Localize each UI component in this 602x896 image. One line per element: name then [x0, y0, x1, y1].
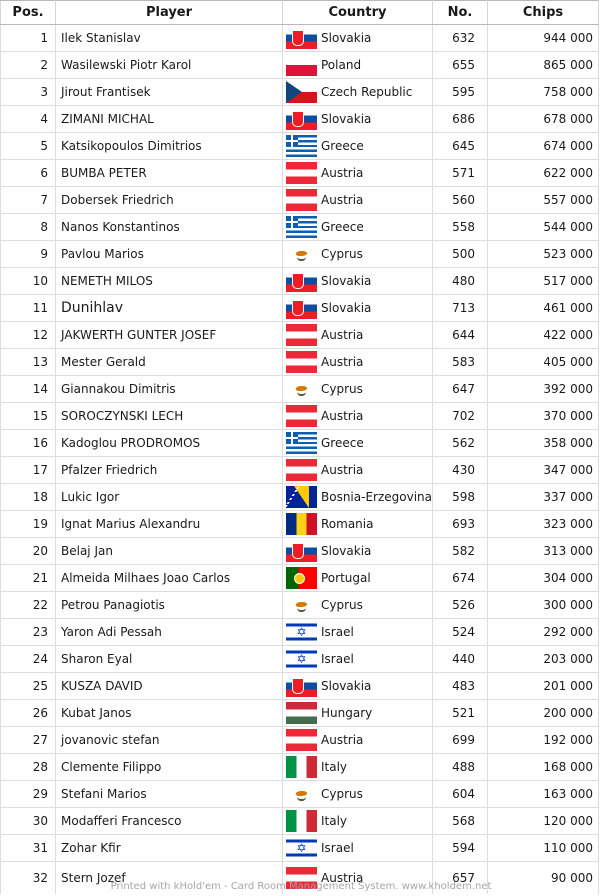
- country-name: Poland: [321, 58, 362, 72]
- flag-il-icon: [286, 837, 317, 859]
- country-cell: [283, 430, 433, 457]
- position-cell: 13: [1, 349, 56, 376]
- header-no: No.: [433, 1, 488, 25]
- player-number-cell: 562: [433, 430, 488, 457]
- player-number-cell: 558: [433, 214, 488, 241]
- chips-cell: 347 000: [488, 457, 599, 484]
- chips-cell: 110 000: [488, 835, 599, 862]
- table-row: [1, 322, 599, 349]
- chips-cell: 90 000: [488, 862, 599, 895]
- position-cell: 20: [1, 538, 56, 565]
- country-name: Czech Republic: [321, 85, 413, 99]
- country-name: Austria: [321, 328, 364, 342]
- chips-cell: 358 000: [488, 430, 599, 457]
- table-row: [1, 511, 599, 538]
- chips-cell: 422 000: [488, 322, 599, 349]
- table-row: [1, 538, 599, 565]
- player-name-cell: Mester Gerald: [56, 349, 283, 376]
- country-cell: [283, 673, 433, 700]
- flag-at-icon: [286, 351, 317, 373]
- chips-cell: 544 000: [488, 214, 599, 241]
- player-number-cell: 632: [433, 25, 488, 52]
- table-row: [1, 673, 599, 700]
- flag-sk-icon: [286, 297, 317, 319]
- flag-pl-icon: [286, 54, 317, 76]
- table-row: [1, 484, 599, 511]
- player-name-cell: Katsikopoulos Dimitrios: [56, 133, 283, 160]
- flag-gr-icon: [286, 135, 317, 157]
- position-cell: 5: [1, 133, 56, 160]
- position-cell: 8: [1, 214, 56, 241]
- player-name-cell: Ignat Marius Alexandru: [56, 511, 283, 538]
- flag-at-icon: [286, 405, 317, 427]
- table-row: [1, 295, 599, 322]
- chips-cell: 300 000: [488, 592, 599, 619]
- flag-gr-icon: [286, 216, 317, 238]
- position-cell: 29: [1, 781, 56, 808]
- position-cell: 30: [1, 808, 56, 835]
- position-cell: 26: [1, 700, 56, 727]
- flag-at-icon: [286, 729, 317, 751]
- country-cell: [283, 646, 433, 673]
- player-number-cell: 657: [433, 862, 488, 895]
- player-number-cell: 521: [433, 700, 488, 727]
- chips-cell: 392 000: [488, 376, 599, 403]
- country-name: Greece: [321, 139, 364, 153]
- position-cell: 21: [1, 565, 56, 592]
- chips-cell: 758 000: [488, 79, 599, 106]
- country-cell: [283, 376, 433, 403]
- country-cell: [283, 268, 433, 295]
- table-row: [1, 619, 599, 646]
- flag-at-icon: [286, 189, 317, 211]
- position-cell: 7: [1, 187, 56, 214]
- player-name-cell: BUMBA PETER: [56, 160, 283, 187]
- country-name: Slovakia: [321, 544, 372, 558]
- flag-cy-icon: [286, 378, 317, 400]
- flag-il-icon: [286, 648, 317, 670]
- chips-cell: 517 000: [488, 268, 599, 295]
- table-row: [1, 781, 599, 808]
- country-name: Israel: [321, 625, 354, 639]
- player-number-cell: 430: [433, 457, 488, 484]
- player-number-cell: 645: [433, 133, 488, 160]
- position-cell: 2: [1, 52, 56, 79]
- position-cell: 11: [1, 295, 56, 322]
- player-number-cell: 595: [433, 79, 488, 106]
- position-cell: 3: [1, 79, 56, 106]
- player-name-cell: Yaron Adi Pessah: [56, 619, 283, 646]
- chips-cell: 120 000: [488, 808, 599, 835]
- position-cell: 1: [1, 25, 56, 52]
- header-row: [1, 1, 599, 25]
- player-name-cell: KUSZA DAVID: [56, 673, 283, 700]
- country-name: Greece: [321, 220, 364, 234]
- chips-cell: 557 000: [488, 187, 599, 214]
- player-number-cell: 604: [433, 781, 488, 808]
- player-name-cell: jovanovic stefan: [56, 727, 283, 754]
- table-row: [1, 268, 599, 295]
- country-name: Slovakia: [321, 679, 372, 693]
- table-row: [1, 214, 599, 241]
- standings-body: [1, 25, 599, 895]
- country-cell: [283, 25, 433, 52]
- player-number-cell: 483: [433, 673, 488, 700]
- player-name-cell: Wasilewski Piotr Karol: [56, 52, 283, 79]
- table-row: [1, 727, 599, 754]
- player-number-cell: 647: [433, 376, 488, 403]
- table-row: [1, 700, 599, 727]
- player-number-cell: 693: [433, 511, 488, 538]
- position-cell: 10: [1, 268, 56, 295]
- player-number-cell: 594: [433, 835, 488, 862]
- header-player: Player: [56, 1, 283, 25]
- chips-cell: 944 000: [488, 25, 599, 52]
- player-name-cell: Modafferi Francesco: [56, 808, 283, 835]
- player-name-cell: Kadoglou PRODROMOS: [56, 430, 283, 457]
- chips-cell: 168 000: [488, 754, 599, 781]
- table-row: [1, 646, 599, 673]
- chips-cell: 461 000: [488, 295, 599, 322]
- player-number-cell: 488: [433, 754, 488, 781]
- table-row: [1, 430, 599, 457]
- country-cell: [283, 727, 433, 754]
- country-cell: [283, 322, 433, 349]
- country-cell: [283, 79, 433, 106]
- position-cell: 9: [1, 241, 56, 268]
- position-cell: 31: [1, 835, 56, 862]
- chips-cell: 674 000: [488, 133, 599, 160]
- country-name: Austria: [321, 871, 364, 885]
- player-number-cell: 560: [433, 187, 488, 214]
- chips-cell: 304 000: [488, 565, 599, 592]
- table-row: [1, 241, 599, 268]
- country-cell: [283, 592, 433, 619]
- chips-cell: 523 000: [488, 241, 599, 268]
- country-cell: [283, 457, 433, 484]
- table-row: [1, 79, 599, 106]
- table-row: [1, 349, 599, 376]
- table-row: [1, 835, 599, 862]
- country-cell: [283, 754, 433, 781]
- table-row: [1, 106, 599, 133]
- player-number-cell: 568: [433, 808, 488, 835]
- country-cell: [283, 214, 433, 241]
- flag-at-icon: [286, 324, 317, 346]
- flag-il-icon: [286, 621, 317, 643]
- country-name: Bosnia-Erzegovina: [321, 490, 432, 504]
- country-name: Slovakia: [321, 112, 372, 126]
- country-cell: [283, 511, 433, 538]
- chips-cell: 292 000: [488, 619, 599, 646]
- position-cell: 25: [1, 673, 56, 700]
- flag-gr-icon: [286, 432, 317, 454]
- header-chips: Chips: [488, 1, 599, 25]
- player-name-cell: Petrou Panagiotis: [56, 592, 283, 619]
- table-row: [1, 403, 599, 430]
- player-name-cell: NEMETH MILOS: [56, 268, 283, 295]
- position-cell: 15: [1, 403, 56, 430]
- chips-cell: 200 000: [488, 700, 599, 727]
- player-number-cell: 524: [433, 619, 488, 646]
- country-name: Israel: [321, 652, 354, 666]
- position-cell: 23: [1, 619, 56, 646]
- player-number-cell: 702: [433, 403, 488, 430]
- country-cell: [283, 106, 433, 133]
- country-name: Austria: [321, 409, 364, 423]
- country-cell: [283, 133, 433, 160]
- country-name: Cyprus: [321, 598, 363, 612]
- player-name-cell: ZIMANI MICHAL: [56, 106, 283, 133]
- header-pos: Pos.: [1, 1, 56, 25]
- table-row: [1, 457, 599, 484]
- country-cell: [283, 187, 433, 214]
- flag-at-icon: [286, 162, 317, 184]
- player-number-cell: 440: [433, 646, 488, 673]
- country-name: Slovakia: [321, 31, 372, 45]
- country-name: Italy: [321, 760, 348, 774]
- position-cell: 19: [1, 511, 56, 538]
- chips-cell: 192 000: [488, 727, 599, 754]
- table-row: [1, 133, 599, 160]
- country-cell: [283, 403, 433, 430]
- player-number-cell: 526: [433, 592, 488, 619]
- table-row: [1, 187, 599, 214]
- country-cell: [283, 700, 433, 727]
- flag-at-icon: [286, 459, 317, 481]
- player-name-cell: Nanos Konstantinos: [56, 214, 283, 241]
- player-name-cell: JAKWERTH GUNTER JOSEF: [56, 322, 283, 349]
- table-row: [1, 160, 599, 187]
- flag-cz-icon: [286, 81, 317, 103]
- table-row: [1, 25, 599, 52]
- position-cell: 6: [1, 160, 56, 187]
- table-row: [1, 592, 599, 619]
- country-name: Austria: [321, 193, 364, 207]
- country-name: Hungary: [321, 706, 373, 720]
- chips-cell: 163 000: [488, 781, 599, 808]
- position-cell: 24: [1, 646, 56, 673]
- player-number-cell: 582: [433, 538, 488, 565]
- position-cell: 12: [1, 322, 56, 349]
- player-number-cell: 598: [433, 484, 488, 511]
- position-cell: 16: [1, 430, 56, 457]
- position-cell: 18: [1, 484, 56, 511]
- chips-cell: 622 000: [488, 160, 599, 187]
- position-cell: 32: [1, 862, 56, 895]
- country-name: Romania: [321, 517, 374, 531]
- player-number-cell: 571: [433, 160, 488, 187]
- player-number-cell: 713: [433, 295, 488, 322]
- country-name: Israel: [321, 841, 354, 855]
- chips-cell: 678 000: [488, 106, 599, 133]
- flag-cy-icon: [286, 594, 317, 616]
- player-name-cell: Stefani Marios: [56, 781, 283, 808]
- table-row: [1, 808, 599, 835]
- chips-cell: 405 000: [488, 349, 599, 376]
- flag-pt-icon: [286, 567, 317, 589]
- country-name: Slovakia: [321, 301, 372, 315]
- player-name-cell: SOROCZYNSKI LECH: [56, 403, 283, 430]
- player-number-cell: 644: [433, 322, 488, 349]
- flag-it-icon: [286, 756, 317, 778]
- flag-sk-icon: [286, 108, 317, 130]
- player-number-cell: 655: [433, 52, 488, 79]
- flag-cy-icon: [286, 243, 317, 265]
- country-cell: [283, 781, 433, 808]
- chips-cell: 323 000: [488, 511, 599, 538]
- country-cell: [283, 241, 433, 268]
- player-name-cell: Dunihlav: [56, 295, 283, 322]
- position-cell: 4: [1, 106, 56, 133]
- player-number-cell: 500: [433, 241, 488, 268]
- player-number-cell: 674: [433, 565, 488, 592]
- flag-ba-icon: [286, 486, 317, 508]
- country-name: Austria: [321, 355, 364, 369]
- chips-cell: 865 000: [488, 52, 599, 79]
- table-row: [1, 754, 599, 781]
- player-number-cell: 686: [433, 106, 488, 133]
- country-cell: [283, 295, 433, 322]
- flag-sk-icon: [286, 27, 317, 49]
- country-name: Cyprus: [321, 247, 363, 261]
- flag-hu-icon: [286, 702, 317, 724]
- country-name: Portugal: [321, 571, 371, 585]
- flag-sk-icon: [286, 270, 317, 292]
- country-name: Greece: [321, 436, 364, 450]
- flag-it-icon: [286, 810, 317, 832]
- chips-cell: 313 000: [488, 538, 599, 565]
- player-name-cell: Pavlou Marios: [56, 241, 283, 268]
- chips-cell: 201 000: [488, 673, 599, 700]
- player-name-cell: Belaj Jan: [56, 538, 283, 565]
- player-name-cell: Giannakou Dimitris: [56, 376, 283, 403]
- player-name-cell: Lukic Igor: [56, 484, 283, 511]
- country-cell: [283, 52, 433, 79]
- country-name: Slovakia: [321, 274, 372, 288]
- player-name-cell: Sharon Eyal: [56, 646, 283, 673]
- country-name: Austria: [321, 733, 364, 747]
- table-row: [1, 376, 599, 403]
- country-name: Cyprus: [321, 382, 363, 396]
- table-row: [1, 565, 599, 592]
- country-cell: [283, 565, 433, 592]
- player-name-cell: Pfalzer Friedrich: [56, 457, 283, 484]
- player-number-cell: 583: [433, 349, 488, 376]
- country-cell: [283, 160, 433, 187]
- table-row: [1, 52, 599, 79]
- player-name-cell: Dobersek Friedrich: [56, 187, 283, 214]
- chips-cell: 370 000: [488, 403, 599, 430]
- country-name: Italy: [321, 814, 348, 828]
- position-cell: 22: [1, 592, 56, 619]
- chips-cell: 203 000: [488, 646, 599, 673]
- player-name-cell: Almeida Milhaes Joao Carlos: [56, 565, 283, 592]
- country-cell: [283, 835, 433, 862]
- country-name: Cyprus: [321, 787, 363, 801]
- country-cell: [283, 538, 433, 565]
- flag-ro-icon: [286, 513, 317, 535]
- country-name: Austria: [321, 166, 364, 180]
- flag-cy-icon: [286, 783, 317, 805]
- flag-sk-icon: [286, 675, 317, 697]
- player-name-cell: Zohar Kfir: [56, 835, 283, 862]
- player-number-cell: 480: [433, 268, 488, 295]
- country-cell: [283, 808, 433, 835]
- country-name: Austria: [321, 463, 364, 477]
- player-name-cell: Stern Jozef: [56, 862, 283, 895]
- country-cell: [283, 484, 433, 511]
- player-name-cell: Kubat Janos: [56, 700, 283, 727]
- chips-cell: 337 000: [488, 484, 599, 511]
- position-cell: 17: [1, 457, 56, 484]
- header-country: Country: [283, 1, 433, 25]
- player-name-cell: Jirout Frantisek: [56, 79, 283, 106]
- player-name-cell: Clemente Filippo: [56, 754, 283, 781]
- printed-footer: Printed with kHold'em - Card Room Management System. www.kholdem.net: [110, 881, 492, 892]
- country-cell: [283, 619, 433, 646]
- position-cell: 27: [1, 727, 56, 754]
- country-cell: [283, 349, 433, 376]
- player-name-cell: Ilek Stanislav: [56, 25, 283, 52]
- flag-sk-icon: [286, 540, 317, 562]
- position-cell: 28: [1, 754, 56, 781]
- position-cell: 14: [1, 376, 56, 403]
- player-number-cell: 699: [433, 727, 488, 754]
